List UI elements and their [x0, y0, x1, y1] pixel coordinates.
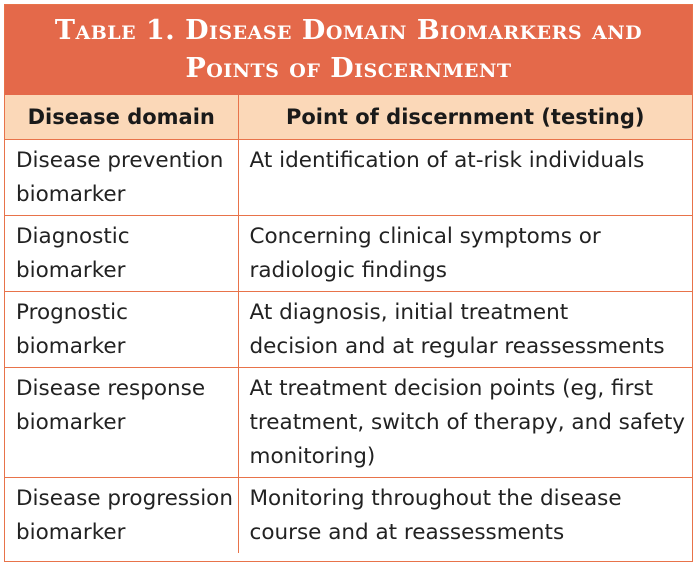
cell-point-of-discernment: [238, 216, 692, 292]
table-body: [5, 140, 692, 554]
header-row: [5, 95, 692, 140]
cell-text-line: biomarker: [16, 520, 126, 545]
table-title-line-1: Table 1. Disease Domain Biomarkers and: [54, 15, 643, 46]
table-title-bar: [5, 5, 692, 95]
cell-point-of-discernment: [238, 292, 692, 368]
cell-text-line: Disease prevention: [16, 148, 224, 173]
cell-text-line: Monitoring throughout the disease: [249, 486, 622, 511]
cell-disease-domain: [5, 140, 238, 216]
data-table: [5, 95, 692, 553]
cell-text-line: treatment, switch of therapy, and safety: [249, 410, 686, 435]
cell-text-line: radiologic findings: [249, 258, 447, 283]
cell-disease-domain: [5, 216, 238, 292]
biomarker-table: [4, 4, 693, 562]
cell-text-line: biomarker: [16, 334, 126, 359]
cell-text-line: biomarker: [16, 258, 126, 283]
cell-text-line: biomarker: [16, 410, 126, 435]
cell-point-of-discernment: [238, 140, 692, 216]
cell-text-line: Concerning clinical symptoms or: [249, 224, 601, 249]
column-header-domain: Disease domain: [5, 95, 238, 140]
cell-text-line: Disease progression: [16, 486, 233, 511]
cell-text-line: biomarker: [16, 182, 126, 207]
cell-disease-domain: [5, 368, 238, 478]
cell-text-line: At identification of at-risk individuals: [249, 148, 645, 173]
table-row: [5, 216, 692, 292]
cell-text-line: At diagnosis, initial treatment: [249, 300, 569, 325]
table-row: [5, 478, 692, 554]
table-row: [5, 292, 692, 368]
cell-text-line: Diagnostic: [16, 224, 130, 249]
cell-text-line: Prognostic: [16, 300, 128, 325]
cell-text-line: monitoring): [249, 444, 376, 469]
table-title: [55, 12, 642, 88]
cell-disease-domain: [5, 292, 238, 368]
table-row: [5, 140, 692, 216]
column-header-point: Point of discernment (testing): [238, 95, 692, 140]
cell-point-of-discernment: [238, 368, 692, 478]
cell-text-line: course and at reassessments: [249, 520, 565, 545]
table-title-line-2: Points of Discernment: [185, 53, 512, 84]
table-row: [5, 368, 692, 478]
cell-text-line: At treatment decision points (eg, first: [249, 376, 654, 401]
cell-point-of-discernment: [238, 478, 692, 554]
cell-text-line: Disease response: [16, 376, 206, 401]
cell-disease-domain: [5, 478, 238, 554]
cell-text-line: decision and at regular reassessments: [249, 334, 665, 359]
